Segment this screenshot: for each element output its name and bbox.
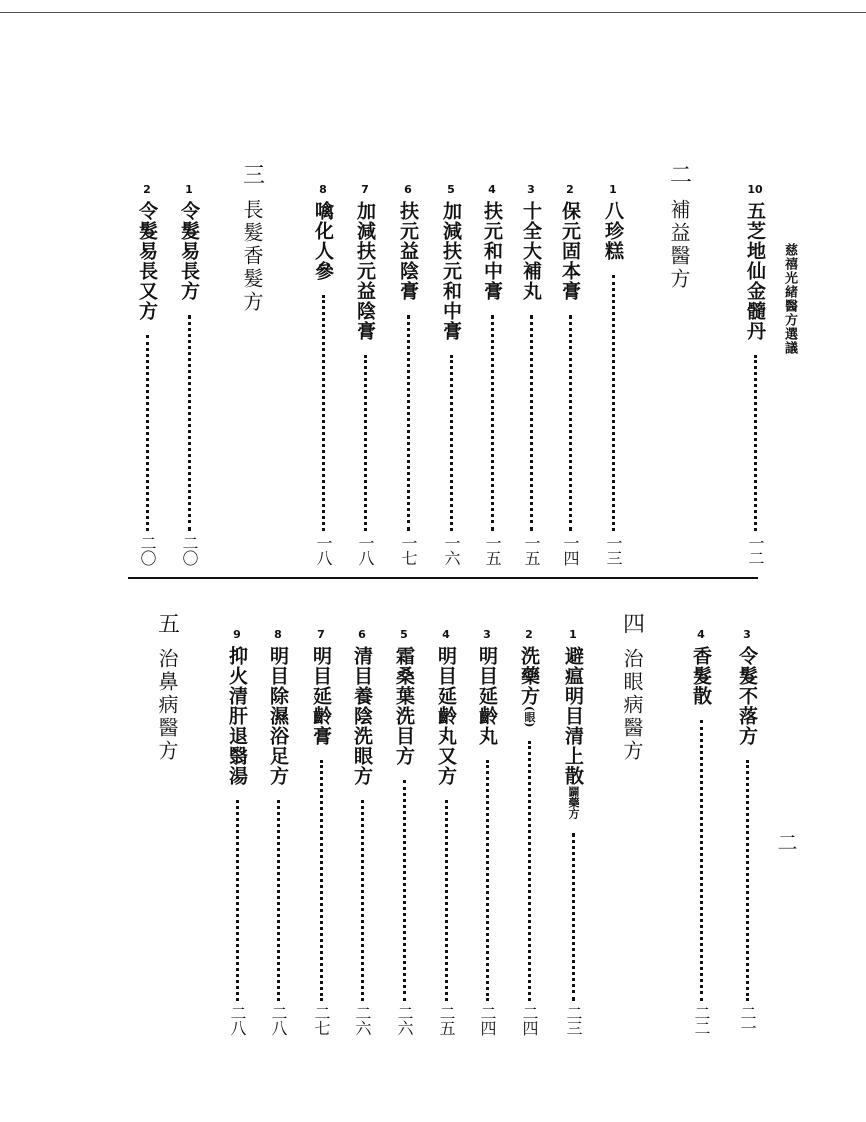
entry-number: 3 — [527, 183, 535, 196]
section-number: 二 — [666, 163, 692, 185]
toc-entry[interactable] — [557, 183, 583, 565]
top-rule — [0, 12, 866, 13]
entry-page-number: 二八 — [269, 1005, 288, 1035]
entry-title-text: 令髮易長又方 — [136, 201, 158, 321]
toc-entry[interactable] — [224, 628, 250, 1035]
entry-page-number: 二六 — [395, 1005, 414, 1035]
entry-title — [135, 201, 159, 321]
toc-entry[interactable] — [349, 628, 375, 1035]
entry-number: 2 — [143, 183, 151, 196]
toc-entry[interactable] — [600, 183, 626, 565]
entry-title-text: 噙化人參 — [312, 201, 334, 281]
entry-number: 2 — [525, 628, 533, 641]
dot-leader — [528, 741, 531, 1001]
entry-page-number: 一八 — [356, 535, 375, 565]
entry-title-note: 闢藥方 — [567, 786, 580, 819]
entry-number: 8 — [274, 628, 282, 641]
entry-number: 2 — [566, 183, 574, 196]
entry-page-number: 二四 — [478, 1005, 497, 1035]
page-number: 二 — [774, 832, 798, 852]
entry-number: 1 — [569, 628, 577, 641]
entry-title — [177, 201, 201, 301]
toc-entry[interactable] — [516, 628, 542, 1035]
entry-number: 7 — [317, 628, 325, 641]
entry-number: 3 — [483, 628, 491, 641]
dot-leader — [364, 355, 367, 531]
entry-title — [350, 646, 374, 786]
toc-entry[interactable] — [395, 183, 421, 565]
toc-entry[interactable] — [176, 183, 202, 565]
entry-title-text: 避瘟明目清上散 — [562, 646, 584, 786]
dot-leader — [188, 315, 191, 531]
entry-title — [439, 201, 463, 341]
toc-entry[interactable] — [734, 628, 760, 1035]
entry-title — [561, 646, 585, 819]
section-heading — [237, 163, 267, 314]
entry-title-text: 明目延齡膏 — [310, 646, 332, 746]
entry-title — [396, 201, 420, 301]
entry-title-text: 加減扶元益陰膏 — [354, 201, 376, 341]
entry-number: 6 — [404, 183, 412, 196]
entry-title — [519, 201, 543, 301]
entry-page-number: 二六 — [353, 1005, 372, 1035]
entry-title — [225, 646, 249, 786]
entry-number: 4 — [442, 628, 450, 641]
entry-number: 4 — [697, 628, 705, 641]
entry-title — [743, 201, 767, 341]
entry-page-number: 一二 — [746, 535, 765, 565]
entry-title — [311, 201, 335, 281]
entry-number: 5 — [447, 183, 455, 196]
entry-number: 5 — [400, 628, 408, 641]
entry-page-number: 一四 — [561, 535, 580, 565]
entry-title — [735, 646, 759, 746]
entry-title-text: 洗藥方 — [518, 646, 540, 706]
dot-leader — [491, 315, 494, 531]
entry-title — [309, 646, 333, 746]
entry-title — [353, 201, 377, 341]
entry-title-text: 扶元益陰膏 — [397, 201, 419, 301]
section-number: 三 — [239, 163, 265, 185]
entry-number: 1 — [609, 183, 617, 196]
toc-entry[interactable] — [438, 183, 464, 565]
toc-entry[interactable] — [474, 628, 500, 1035]
section-title: 治眼病醫方 — [620, 648, 644, 763]
toc-entry[interactable] — [310, 183, 336, 565]
toc-entry[interactable] — [433, 628, 459, 1035]
dot-leader — [407, 315, 410, 531]
toc-entry[interactable] — [265, 628, 291, 1035]
entry-title-text: 令髮易長方 — [178, 201, 200, 301]
entry-title-text: 加減扶元和中膏 — [440, 201, 462, 341]
entry-number: 6 — [358, 628, 366, 641]
entry-title — [558, 201, 582, 301]
entry-page-number: 一五 — [483, 535, 502, 565]
entry-title-text: 抑火清肝退翳湯 — [226, 646, 248, 786]
dot-leader — [403, 780, 406, 1001]
dot-leader — [486, 760, 489, 1001]
entry-page-number: 一七 — [399, 535, 418, 565]
entry-title-note: (眼) — [523, 706, 536, 728]
entry-title — [392, 646, 416, 766]
entry-number: 10 — [747, 183, 763, 196]
entry-page-number: 二〇 — [138, 535, 157, 565]
dot-leader — [746, 760, 749, 1001]
entry-title — [480, 201, 504, 301]
section-title: 治鼻病醫方 — [155, 648, 179, 763]
section-number: 四 — [619, 612, 645, 634]
entry-title — [475, 646, 499, 746]
entry-number: 1 — [185, 183, 193, 196]
entry-title-text: 清目養陰洗眼方 — [351, 646, 373, 786]
dot-leader — [700, 720, 703, 1001]
dot-leader — [322, 295, 325, 531]
entry-page-number: 二七 — [312, 1005, 331, 1035]
entry-title-text: 明目延齡丸 — [476, 646, 498, 746]
entry-number: 8 — [319, 183, 327, 196]
running-head: 慈禧光緒醫方選議 — [782, 243, 797, 355]
entry-page-number: 一八 — [314, 535, 333, 565]
entry-page-number: 二四 — [520, 1005, 539, 1035]
dot-leader — [320, 760, 323, 1001]
dot-leader — [530, 315, 533, 531]
entry-title — [434, 646, 458, 786]
dot-leader — [445, 800, 448, 1001]
entry-number: 7 — [361, 183, 369, 196]
entry-title-text: 霜桑葉洗目方 — [393, 646, 415, 766]
entry-page-number: 二三 — [564, 1005, 583, 1035]
entry-title-text: 令髮不落方 — [736, 646, 758, 746]
entry-title-text: 明目除濕浴足方 — [267, 646, 289, 786]
entry-page-number: 二八 — [228, 1005, 247, 1035]
toc-entry[interactable] — [688, 628, 714, 1035]
toc-entry[interactable] — [742, 183, 768, 565]
dot-leader — [612, 275, 615, 531]
entry-number: 9 — [233, 628, 241, 641]
entry-page-number: 一三 — [604, 535, 623, 565]
entry-title-text: 明目延齡丸又方 — [435, 646, 457, 786]
dot-leader — [572, 833, 575, 1001]
entry-number: 3 — [743, 628, 751, 641]
entry-page-number: 二二 — [692, 1005, 711, 1035]
entry-page-number: 一五 — [522, 535, 541, 565]
entry-title — [601, 201, 625, 261]
entry-page-number: 二〇 — [180, 535, 199, 565]
half-divider — [128, 577, 758, 579]
entry-title — [689, 646, 713, 706]
dot-leader — [236, 800, 239, 1001]
toc-entry[interactable] — [391, 628, 417, 1035]
section-heading — [617, 612, 647, 763]
dot-leader — [754, 355, 757, 531]
entry-title-text: 香髮散 — [690, 646, 712, 706]
entry-title-text: 八珍糕 — [602, 201, 624, 261]
dot-leader — [361, 800, 364, 1001]
entry-title-text: 十全大補丸 — [520, 201, 542, 301]
section-number: 五 — [154, 612, 180, 634]
entry-title-text: 五芝地仙金髓丹 — [744, 201, 766, 341]
toc-entry[interactable] — [352, 183, 378, 565]
dot-leader — [569, 315, 572, 531]
section-title: 長髮香髮方 — [240, 199, 264, 314]
toc-entry[interactable] — [134, 183, 160, 565]
entry-number: 4 — [488, 183, 496, 196]
entry-title-text: 保元固本膏 — [559, 201, 581, 301]
dot-leader — [450, 355, 453, 531]
toc-entry[interactable] — [308, 628, 334, 1035]
entry-title — [517, 646, 541, 727]
entry-page-number: 二一 — [738, 1005, 757, 1035]
entry-title — [266, 646, 290, 786]
entry-page-number: 一六 — [442, 535, 461, 565]
dot-leader — [277, 800, 280, 1001]
toc-entry[interactable] — [560, 628, 586, 1035]
section-heading — [664, 163, 694, 291]
toc-entry[interactable] — [518, 183, 544, 565]
entry-page-number: 二五 — [437, 1005, 456, 1035]
dot-leader — [146, 335, 149, 531]
entry-title-text: 扶元和中膏 — [481, 201, 503, 301]
section-title: 補益醫方 — [667, 199, 691, 291]
section-heading — [152, 612, 182, 763]
toc-entry[interactable] — [479, 183, 505, 565]
